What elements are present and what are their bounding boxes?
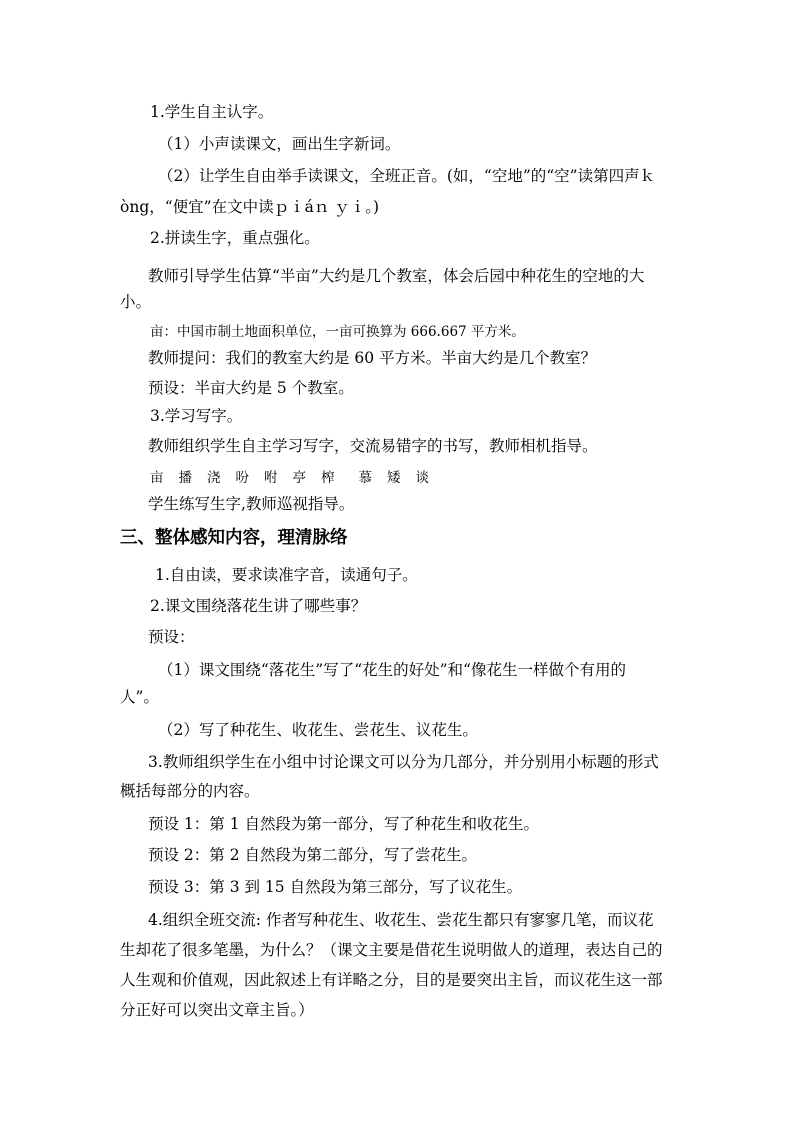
step-3-line1: 3.教师组织学生在小组中讨论课文可以分为几部分，并分别用小标题的形式: [148, 753, 659, 771]
step-4-line1: 4.组织全班交流: 作者写种花生、收花生、尝花生都只有寥寥几笔，而议花: [148, 911, 654, 929]
practice-writing: 学生练写生字,教师巡视指导。: [148, 495, 355, 513]
preset-1-line2: 人”。: [120, 688, 159, 706]
char-4: 吩: [235, 470, 249, 486]
preset-part-2: 预设 2：第 2 自然段为第二部分，写了尝花生。: [148, 846, 478, 864]
preset-2: （2）写了种花生、收花生、尝花生、议花生。: [158, 721, 478, 739]
step-4-line4: 分正好可以突出文章主旨。）: [120, 1001, 314, 1019]
sub-item-1: （1）小声读课文，画出生字新词。: [158, 135, 401, 153]
sub-item-2-line1: （2）让学生自由举手读课文，全班正音。(如，“空地”的“空”读第四声ｋ: [158, 167, 656, 185]
preset-part-1: 预设 1：第 1 自然段为第一部分，写了种花生和收花生。: [148, 815, 540, 833]
section-3-heading: 三、整体感知内容，理清脉络: [120, 528, 348, 548]
step-3-line2: 概括每部分的内容。: [120, 782, 260, 800]
mu-definition-note: 亩：中国市制土地面积单位，一亩可换算为 666.667 平方米。: [150, 324, 525, 340]
char-2: 播: [178, 470, 192, 486]
item-2-title: 2.拼读生字，重点强化。: [150, 229, 320, 247]
writing-instruction: 教师组织学生自主学习写字，交流易错字的书写，教师相机指导。: [148, 437, 598, 455]
sub-item-2-line2: òng，“便宜”在文中读ｐｉáｎ ｙｉ。): [120, 198, 380, 216]
char-8: 慕: [358, 470, 372, 486]
item-3-title: 3.学习写字。: [150, 407, 243, 425]
step-4-line3: 人生观和价值观，因此叙述上有详略之分，目的是要突出主旨，而议花生这一部: [120, 971, 663, 989]
char-3: 浇: [207, 470, 221, 486]
char-5: 咐: [264, 470, 278, 486]
preset-answer: 预设：半亩大约是 5 个教室。: [148, 379, 354, 397]
char-7: 榨: [321, 470, 335, 486]
para-estimate-line1: 教师引导学生估算“半亩”大约是几个教室，体会后园中种花生的空地的大: [148, 267, 645, 285]
new-characters-row: [150, 467, 444, 488]
step-2: 2.课文围绕落花生讲了哪些事？: [150, 597, 367, 615]
char-9: 矮: [387, 470, 401, 486]
teacher-question: 教师提问：我们的教室大约是 60 平方米。半亩大约是几个教室？: [148, 349, 597, 367]
item-1-title: 1.学生自主认字。: [150, 103, 274, 121]
char-1: 亩: [150, 470, 164, 486]
preset-part-3: 预设 3：第 3 到 15 自然段为第三部分，写了议花生。: [148, 878, 523, 896]
preset-label: 预设：: [148, 628, 195, 646]
char-6: 亭: [292, 470, 306, 486]
para-estimate-line2: 小。: [120, 293, 152, 311]
char-10: 谈: [415, 470, 429, 486]
step-4-line2: 生却花了很多笔墨，为什么？（课文主要是借花生说明做人的道理，表达自己的: [120, 941, 663, 959]
step-1: 1.自由读，要求读准字音，读通句子。: [155, 566, 418, 584]
preset-1-line1: （1）课文围绕“落花生”写了“花生的好处”和“像花生一样做个有用的: [158, 661, 626, 679]
